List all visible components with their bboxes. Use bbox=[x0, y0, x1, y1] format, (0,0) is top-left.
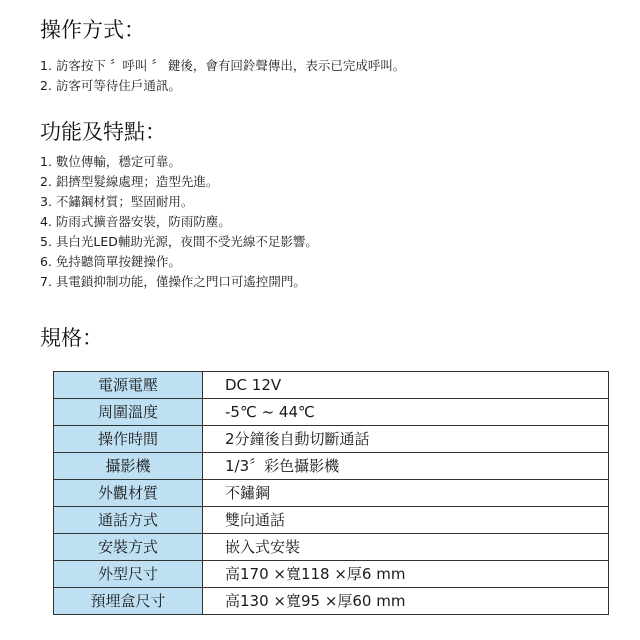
operation-list bbox=[40, 56, 405, 96]
spec-value: 1/3〞彩色攝影機 bbox=[203, 453, 609, 480]
operation-title: 操作方式： bbox=[40, 18, 145, 42]
spec-value: 嵌入式安裝 bbox=[203, 534, 609, 561]
specs-title: 規格： bbox=[40, 326, 103, 350]
spec-label: 操作時間 bbox=[54, 426, 203, 453]
table-row bbox=[54, 399, 609, 426]
features-item: 1. 數位傳輸，穩定可靠。 bbox=[40, 154, 181, 169]
table-row bbox=[54, 453, 609, 480]
features-list bbox=[40, 152, 318, 292]
spec-value: 不鏽鋼 bbox=[203, 480, 609, 507]
spec-value: 2分鐘後自動切斷通話 bbox=[203, 426, 609, 453]
features-item: 2. 鋁擠型髮線處理；造型先進。 bbox=[40, 174, 219, 189]
spec-label: 攝影機 bbox=[54, 453, 203, 480]
table-row bbox=[54, 426, 609, 453]
features-item: 5. 具白光LED輔助光源，夜間不受光線不足影響。 bbox=[40, 234, 318, 249]
operation-item: 2. 訪客可等待住戶通訊。 bbox=[40, 78, 181, 93]
spec-label: 安裝方式 bbox=[54, 534, 203, 561]
spec-value: 高130 ×寬95 ×厚60 mm bbox=[203, 588, 609, 615]
features-item: 4. 防雨式擴音器安裝，防雨防塵。 bbox=[40, 214, 231, 229]
table-row bbox=[54, 588, 609, 615]
spec-label: 外觀材質 bbox=[54, 480, 203, 507]
table-row bbox=[54, 561, 609, 588]
spec-value: -5℃ ~ 44℃ bbox=[203, 399, 609, 426]
operation-item: 1. 訪客按下 〞呼叫 〞 鍵後，會有回鈴聲傳出，表示已完成呼叫。 bbox=[40, 58, 406, 73]
spec-value: 雙向通話 bbox=[203, 507, 609, 534]
spec-label: 外型尺寸 bbox=[54, 561, 203, 588]
features-item: 7. 具電鎖抑制功能，僅操作之門口可遙控開門。 bbox=[40, 274, 306, 289]
table-row bbox=[54, 507, 609, 534]
spec-label: 周圍溫度 bbox=[54, 399, 203, 426]
spec-label: 預埋盒尺寸 bbox=[54, 588, 203, 615]
spec-label: 電源電壓 bbox=[54, 372, 203, 399]
table-row bbox=[54, 372, 609, 399]
features-item: 6. 免持聽筒單按鍵操作。 bbox=[40, 254, 181, 269]
table-row bbox=[54, 534, 609, 561]
features-item: 3. 不鏽鋼材質；堅固耐用。 bbox=[40, 194, 194, 209]
features-title: 功能及特點： bbox=[40, 120, 166, 144]
spec-label: 通話方式 bbox=[54, 507, 203, 534]
spec-table bbox=[53, 371, 609, 615]
table-row bbox=[54, 480, 609, 507]
spec-value: DC 12V bbox=[203, 372, 609, 399]
spec-value: 高170 ×寬118 ×厚6 mm bbox=[203, 561, 609, 588]
